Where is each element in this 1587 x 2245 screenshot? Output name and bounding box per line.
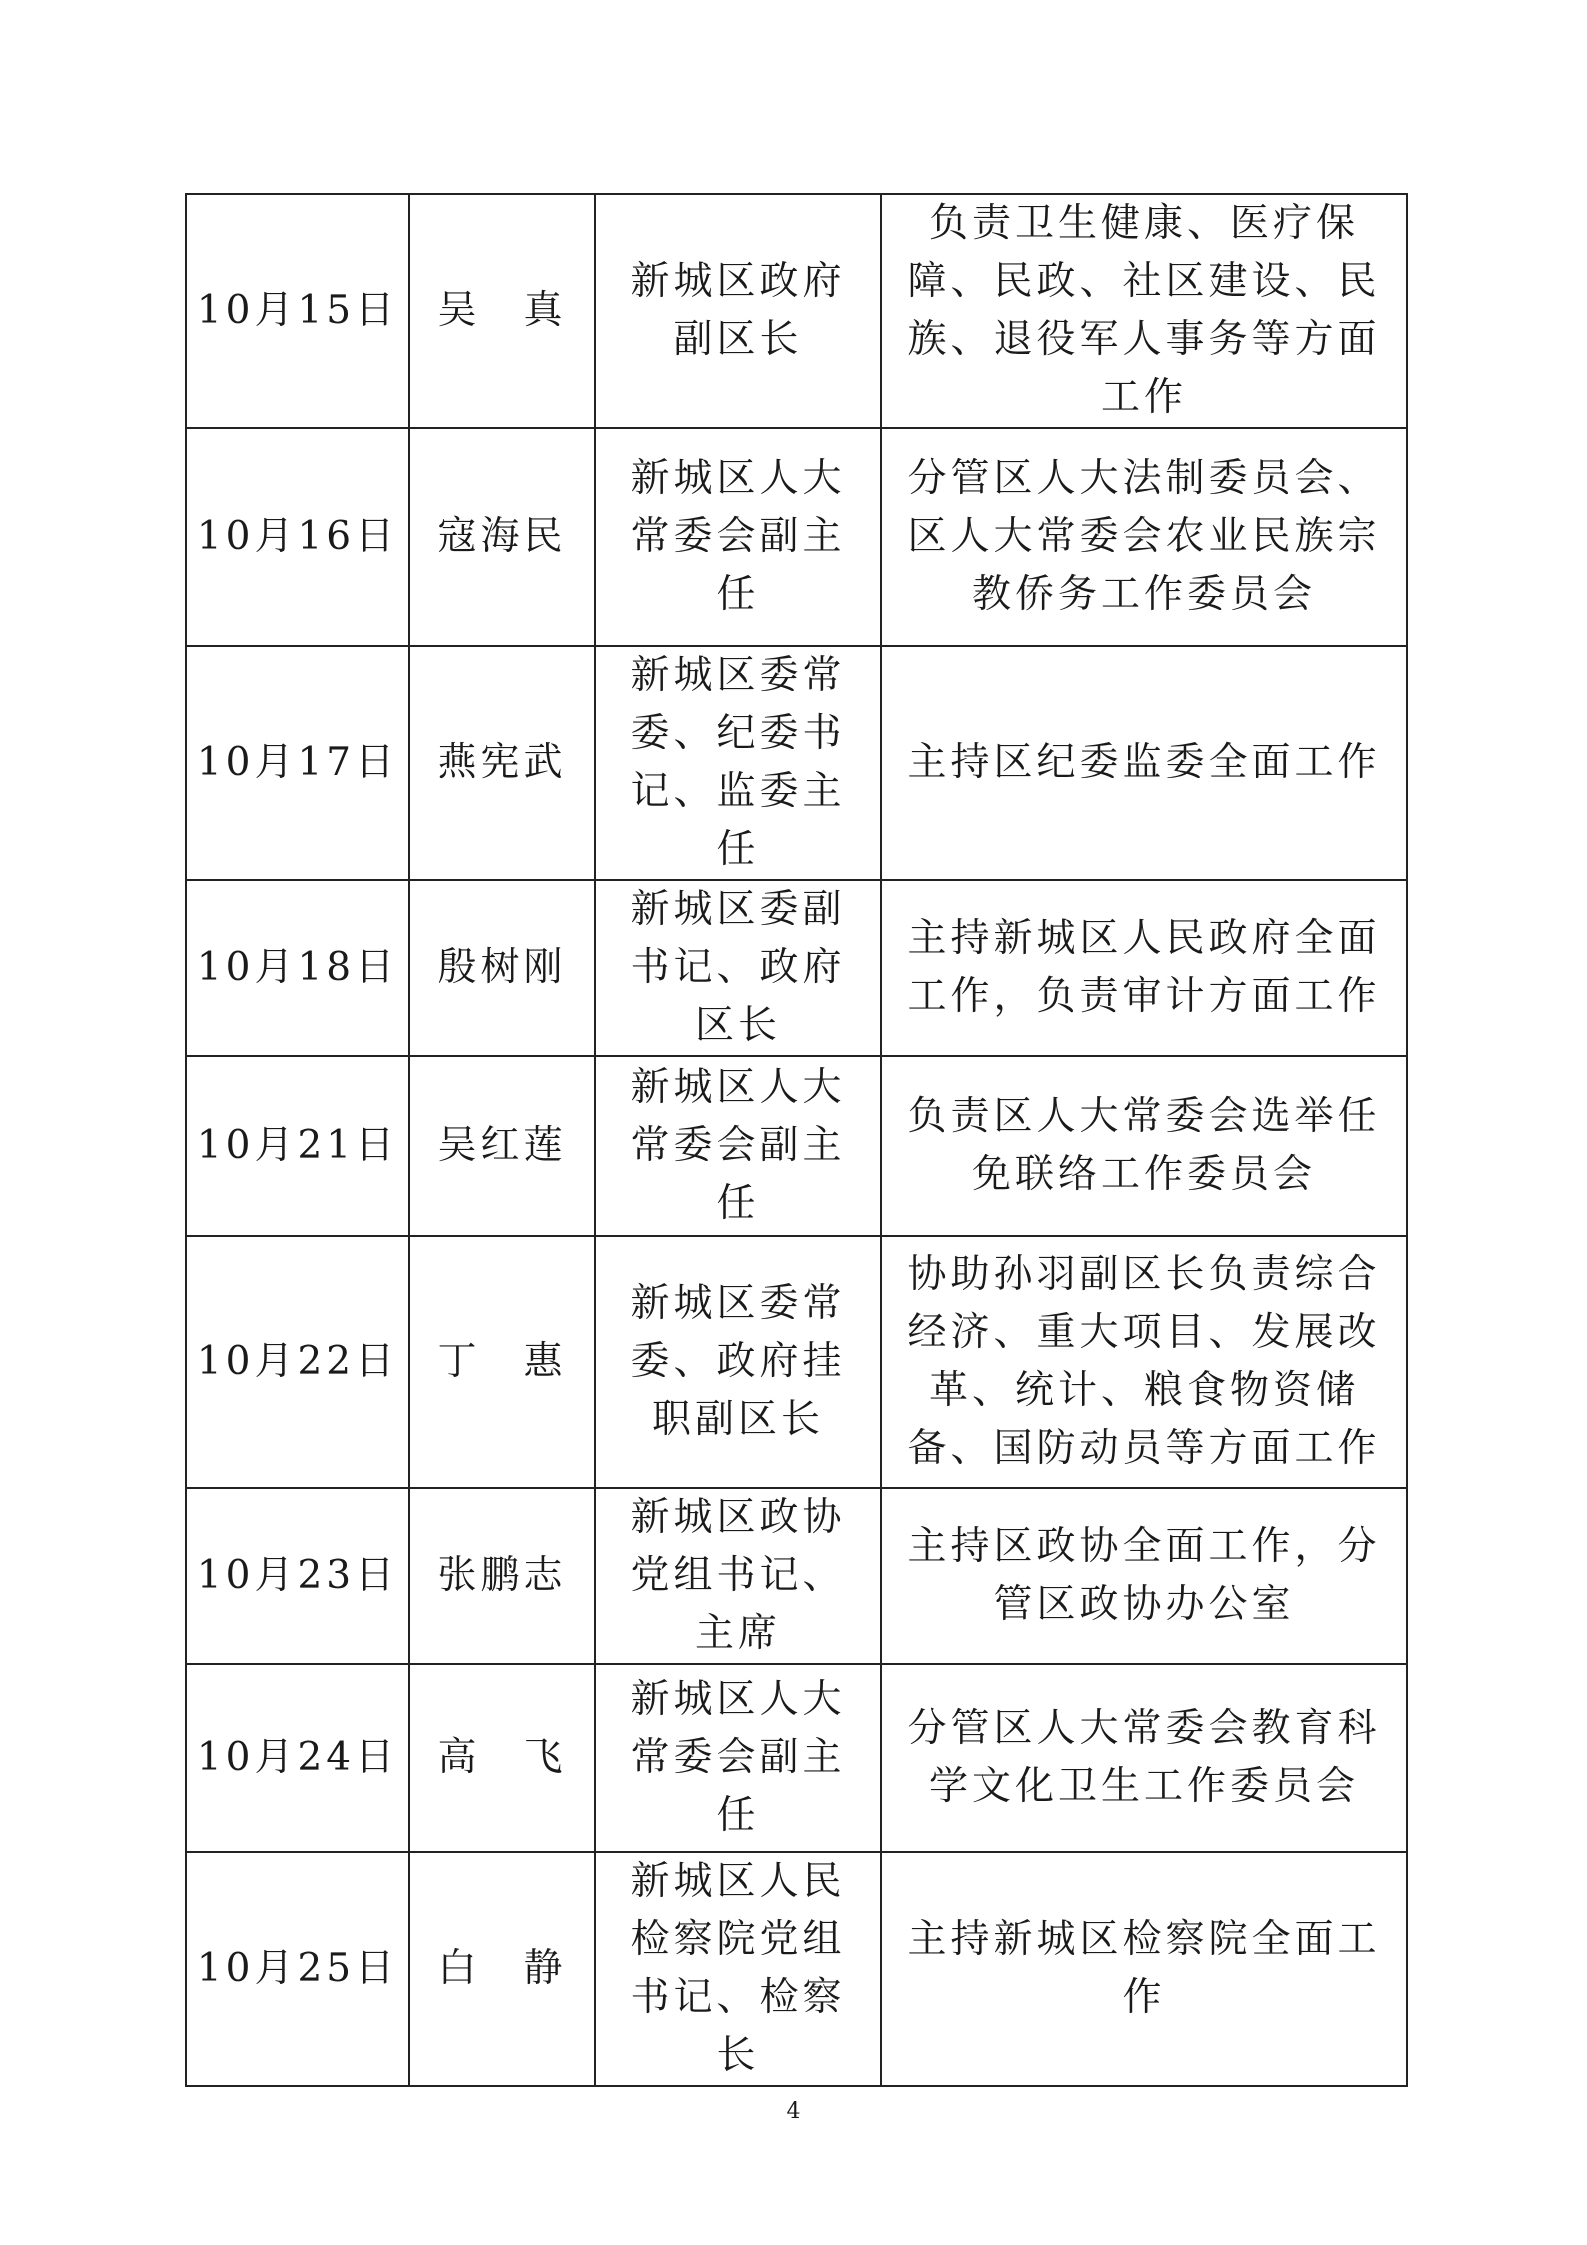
name-cell: 燕宪武 xyxy=(409,646,595,880)
name-cell: 殷树刚 xyxy=(409,880,595,1056)
table-row xyxy=(186,880,1407,1056)
table-row xyxy=(186,194,1407,428)
duty-cell: 分管区人大常委会教育科学文化卫生工作委员会 xyxy=(881,1664,1407,1852)
duty-cell: 分管区人大法制委员会、区人大常委会农业民族宗教侨务工作委员会 xyxy=(881,428,1407,646)
title-cell: 新城区委常委、政府挂职副区长 xyxy=(595,1236,881,1488)
schedule-table xyxy=(185,193,1408,2087)
table-row xyxy=(186,1664,1407,1852)
date-cell: 10月15日 xyxy=(186,194,409,428)
date-cell: 10月18日 xyxy=(186,880,409,1056)
duty-cell: 主持区纪委监委全面工作 xyxy=(881,646,1407,880)
date-cell: 10月21日 xyxy=(186,1056,409,1236)
name-cell: 张鹏志 xyxy=(409,1488,595,1664)
name-cell: 白 静 xyxy=(409,1852,595,2086)
name-cell: 吴 真 xyxy=(409,194,595,428)
name-cell: 高 飞 xyxy=(409,1664,595,1852)
table-row xyxy=(186,1488,1407,1664)
duty-cell: 主持区政协全面工作，分管区政协办公室 xyxy=(881,1488,1407,1664)
title-cell: 新城区委副书记、政府区长 xyxy=(595,880,881,1056)
title-cell: 新城区人大常委会副主任 xyxy=(595,1056,881,1236)
name-cell: 寇海民 xyxy=(409,428,595,646)
date-cell: 10月23日 xyxy=(186,1488,409,1664)
title-cell: 新城区人大常委会副主任 xyxy=(595,1664,881,1852)
duty-cell: 负责区人大常委会选举任免联络工作委员会 xyxy=(881,1056,1407,1236)
title-cell: 新城区人民检察院党组书记、检察长 xyxy=(595,1852,881,2086)
table-row xyxy=(186,646,1407,880)
table-row xyxy=(186,1852,1407,2086)
date-cell: 10月22日 xyxy=(186,1236,409,1488)
duty-cell: 主持新城区人民政府全面工作，负责审计方面工作 xyxy=(881,880,1407,1056)
table-row xyxy=(186,1236,1407,1488)
page-number: 4 xyxy=(786,2099,801,2124)
table-row xyxy=(186,1056,1407,1236)
title-cell: 新城区政府副区长 xyxy=(595,194,881,428)
name-cell: 吴红莲 xyxy=(409,1056,595,1236)
date-cell: 10月25日 xyxy=(186,1852,409,2086)
table-row xyxy=(186,428,1407,646)
date-cell: 10月17日 xyxy=(186,646,409,880)
date-cell: 10月16日 xyxy=(186,428,409,646)
duty-cell: 协助孙羽副区长负责综合经济、重大项目、发展改革、统计、粮食物资储备、国防动员等方面工作 xyxy=(881,1236,1407,1488)
title-cell: 新城区政协党组书记、主席 xyxy=(595,1488,881,1664)
duty-cell: 主持新城区检察院全面工作 xyxy=(881,1852,1407,2086)
date-cell: 10月24日 xyxy=(186,1664,409,1852)
name-cell: 丁 惠 xyxy=(409,1236,595,1488)
title-cell: 新城区人大常委会副主任 xyxy=(595,428,881,646)
title-cell: 新城区委常委、纪委书记、监委主任 xyxy=(595,646,881,880)
duty-cell: 负责卫生健康、医疗保障、民政、社区建设、民族、退役军人事务等方面工作 xyxy=(881,194,1407,428)
